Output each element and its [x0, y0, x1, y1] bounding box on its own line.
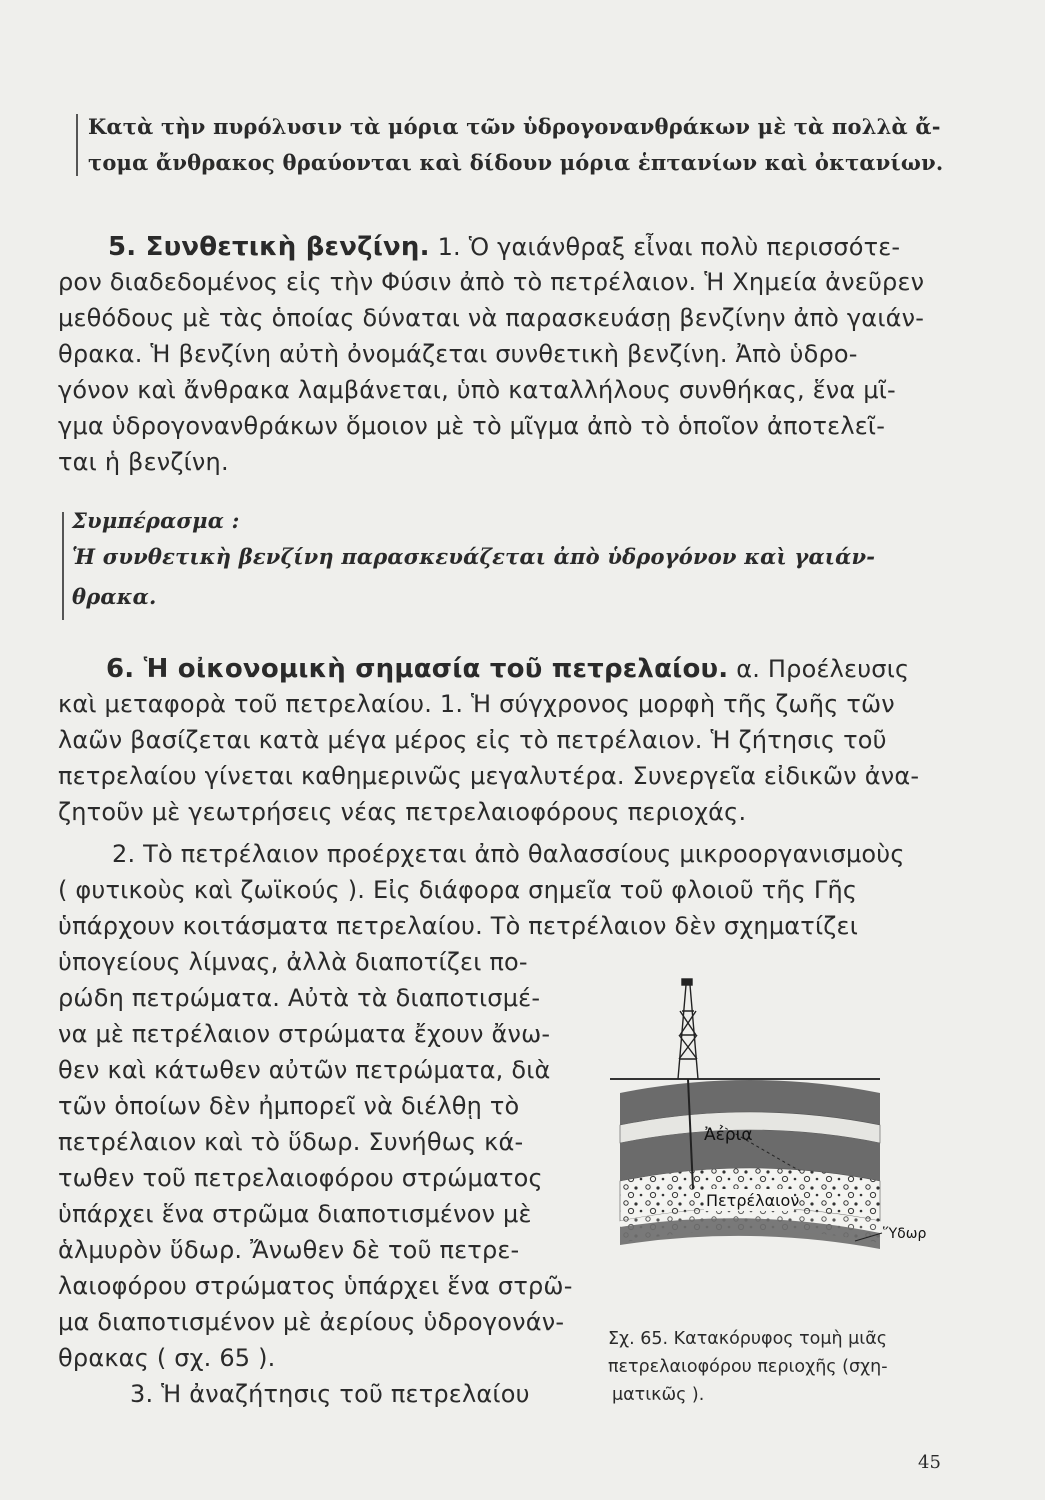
narrow-line-1: ὑπογείους λίμνας, ἀλλὰ διαποτίζει πο- [58, 948, 528, 976]
section6-heading: 6. Ἡ οἰκονομικὴ σημασία τοῦ πετρελαίου. [106, 654, 729, 684]
section5-line-5: γμα ὑδρογονανθράκων ὅμοιον μὲ τὸ μῖγμα ἀπὸ τὸ ὁποῖον ἀποτελεῖ- [58, 412, 886, 440]
narrow-line-13: 3. Ἡ ἀναζήτησις τοῦ πετρελαίου [130, 1380, 530, 1408]
section6-line-2: λαῶν βασίζεται κατὰ μέγα μέρος εἰς τὸ πετρέλαιον. Ἡ ζήτησις τοῦ [58, 726, 887, 754]
narrow-line-4: θεν καὶ κάτωθεν αὐτῶν πετρώματα, διὰ [58, 1056, 551, 1084]
section5-line-3: θρακα. Ἡ βενζίνη αὐτὴ ὀνομάζεται συνθετικὴ βενζίνη. Ἀπὸ ὑδρο- [58, 340, 858, 368]
section6-line-3: πετρελαίου γίνεται καθημερινῶς μεγαλυτέρα. Συνεργεῖα εἰδικῶν ἀνα- [58, 762, 920, 790]
narrow-line-7: τωθεν τοῦ πετρελαιοφόρου στρώματος [58, 1164, 543, 1192]
section6-first-line [106, 654, 909, 684]
section6-line-6: ( φυτικοὺς καὶ ζωϊκούς ). Εἰς διάφορα σημεῖα τοῦ φλοιοῦ τῆς Γῆς [58, 876, 858, 904]
narrow-line-8: ὑπάρχει ἕνα στρῶμα διαποτισμένον μὲ [58, 1200, 532, 1228]
narrow-line-3: να μὲ πετρέλαιον στρώματα ἔχουν ἄνω- [58, 1020, 551, 1048]
water-label: Ὕδωρ [883, 1226, 927, 1242]
section5-line-1: ρον διαδεδομένος εἰς τὴν Φύσιν ἀπὸ τὸ πετρέλαιον. Ἡ Χημεία ἀνεῦρεν [58, 268, 925, 296]
section6-line-7: ὑπάρχουν κοιτάσματα πετρελαίου. Τὸ πετρέλαιον δὲν σχηματίζει [58, 912, 859, 940]
narrow-line-10: λαιοφόρου στρώματος ὑπάρχει ἕνα στρῶ- [58, 1272, 573, 1300]
section6-line-4: ζητοῦν μὲ γεωτρήσεις νέας πετρελαιοφόρους περιοχάς. [58, 798, 747, 826]
section5-first-line [108, 232, 900, 262]
narrow-line-12: θρακας ( σχ. 65 ). [58, 1344, 276, 1372]
narrow-line-5: τῶν ὁποίων δὲν ἠμπορεῖ νὰ διέλθῃ τὸ [58, 1092, 520, 1120]
intro-line-2: τομα ἄνθρακος θραύονται καὶ δίδουν μόρια ἑπτανίων καὶ ὀκτανίων. [88, 150, 944, 175]
conclusion-line-1: Ἡ συνθετικὴ βενζίνη παρασκευάζεται ἀπὸ ὑδρογόνον καὶ γαιάν- [72, 544, 876, 569]
figure-caption-line-3: ματικῶς ). [612, 1385, 705, 1405]
conclusion-line-2: θρακα. [72, 584, 157, 609]
page-number: 45 [918, 1452, 941, 1473]
narrow-line-11: μα διαποτισμένον μὲ ἀερίους ὑδρογονάν- [58, 1308, 565, 1336]
section6-first-line-rest: α. Προέλευσις [736, 655, 910, 683]
narrow-line-9: ἁλμυρὸν ὕδωρ. Ἄνωθεν δὲ τοῦ πετρε- [58, 1236, 520, 1264]
intro-line-1: Κατὰ τὴν πυρόλυσιν τὰ μόρια τῶν ὑδρογονανθράκων μὲ τὰ πολλὰ ἄ- [88, 114, 941, 139]
oil-field-cross-section-figure [600, 975, 945, 1260]
oil-derrick-icon [678, 979, 698, 1079]
section6-line-5: 2. Τὸ πετρέλαιον προέρχεται ἀπὸ θαλασσίους μικροοργανισμοὺς [112, 840, 905, 868]
gas-label: Ἀέρια [704, 1125, 753, 1145]
section5-line-4: γόνον καὶ ἄνθρακα λαμβάνεται, ὑπὸ καταλλήλους συνθήκας, ἕνα μῖ- [58, 376, 896, 404]
narrow-line-2: ρώδη πετρώματα. Αὐτὰ τὰ διαποτισμέ- [58, 984, 541, 1012]
section5-line-6: ται ἡ βενζίνη. [58, 448, 229, 476]
intro-rule [76, 114, 78, 176]
section6-line-1: καὶ μεταφορὰ τοῦ πετρελαίου. 1. Ἡ σύγχρονος μορφὴ τῆς ζωῆς τῶν [58, 690, 895, 718]
figure-caption-line-1: Σχ. 65. Κατακόρυφος τομὴ μιᾶς [608, 1329, 888, 1349]
conclusion-rule [62, 512, 64, 620]
section5-heading: 5. Συνθετικὴ βενζίνη. [108, 232, 430, 262]
section5-first-line-rest: 1. Ὁ γαιάνθραξ εἶναι πολὺ περισσότε- [437, 233, 901, 261]
conclusion-label: Συμπέρασμα : [72, 508, 240, 533]
section5-line-2: μεθόδους μὲ τὰς ὁποίας δύναται νὰ παρασκευάσῃ βενζίνην ἀπὸ γαιάν- [58, 304, 925, 332]
oil-label: Πετρέλαιον [706, 1191, 800, 1210]
narrow-line-6: πετρέλαιον καὶ τὸ ὕδωρ. Συνήθως κά- [58, 1128, 524, 1156]
figure-caption-line-2: πετρελαιοφόρου περιοχῆς (σχη- [608, 1357, 888, 1377]
